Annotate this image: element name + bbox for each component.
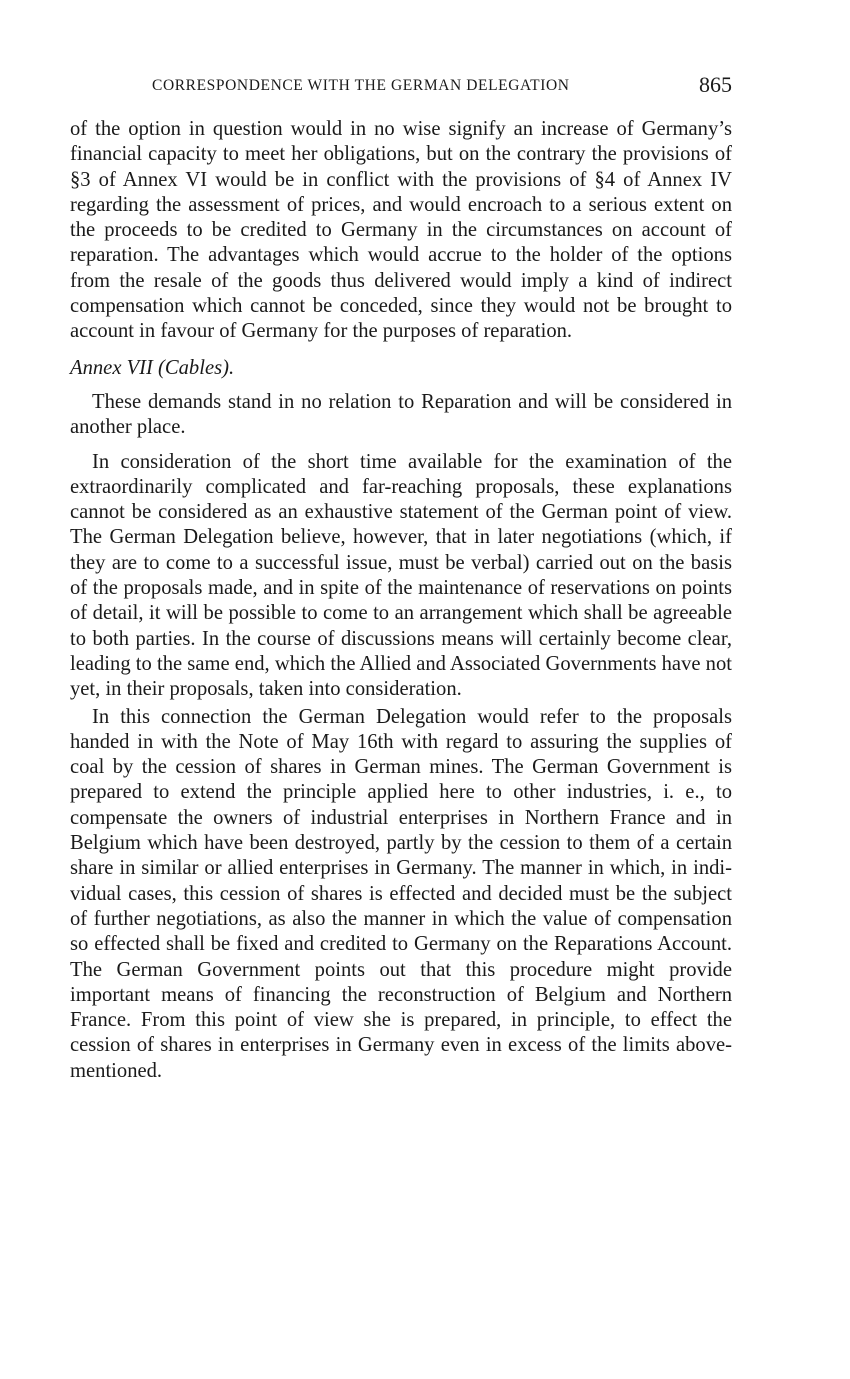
body-text (70, 117, 732, 1084)
paragraph-consideration: In consideration of the short time available for the examination of the extraordinarily complicated and far-reaching proposals, these explanations cannot be considered as an exhaustive statement of the German point of view. The German Delegation believe, however, that in later negotiations (which, if they are to come to a successful issue, must be verbal) carried out on the basis of the proposals made, and in spite of the maintenance of reservations on points of detail, it will be possible to come to an arrangement which shall be agreeable to both parties. In the course of discussions means will certainly become clear, leading to the same end, which the Allied and Associated Governments have not yet, in their proposals, taken into consideration. (70, 450, 732, 701)
paragraph-connection: In this connection the German Delegation would refer to the proposals handed in with the Note of May 16th with regard to assuring the supplies of coal by the cession of shares in German mines. The German Government is prepared to extend the principle applied here to other industries, i. e., to compensate the owners of industrial enterprises in Northern France and in Belgium which have been destroyed, partly by the cession to them of a certain share in similar or allied enterprises in Germany. The manner in which, in individual cases, this cession of shares is effected and decided must be the subject of further negotiations, as also the manner in which the value of compensation so effected shall be fixed and credited to Germany on the Reparations Account. The German Government points out that this procedure might provide important means of financing the reconstruction of Belgium and Northern France. From this point of view she is prepared, in principle, to effect the cession of shares in enterprises in Germany even in excess of the limits abovementioned. (70, 705, 732, 1082)
paragraph-continued: of the option in question would in no wise signify an increase of Germany’s financial capacity to meet her obligations, but on the contrary the provisions of §3 of Annex VI would be in conflict with the provisions of §4 of Annex IV regarding the assessment of prices, and would encroach to a serious extent on the proceeds to be credited to Germany in the circumstances on account of reparation. The advantages which would accrue to the holder of the options from the resale of the goods thus delivered would imply a kind of indirect compensation which cannot be conceded, since they would not be brought to account in favour of Germany for the purposes of reparation. (70, 118, 732, 343)
running-title: CORRESPONDENCE WITH THE GERMAN DELEGATION (152, 77, 570, 94)
page-number: 865 (699, 72, 732, 97)
paragraph-cables: These demands stand in no relation to Reparation and will be considered in another place. (70, 390, 732, 439)
section-heading-annex-vii: Annex VII (Cables). (70, 356, 235, 379)
running-head (70, 72, 732, 102)
